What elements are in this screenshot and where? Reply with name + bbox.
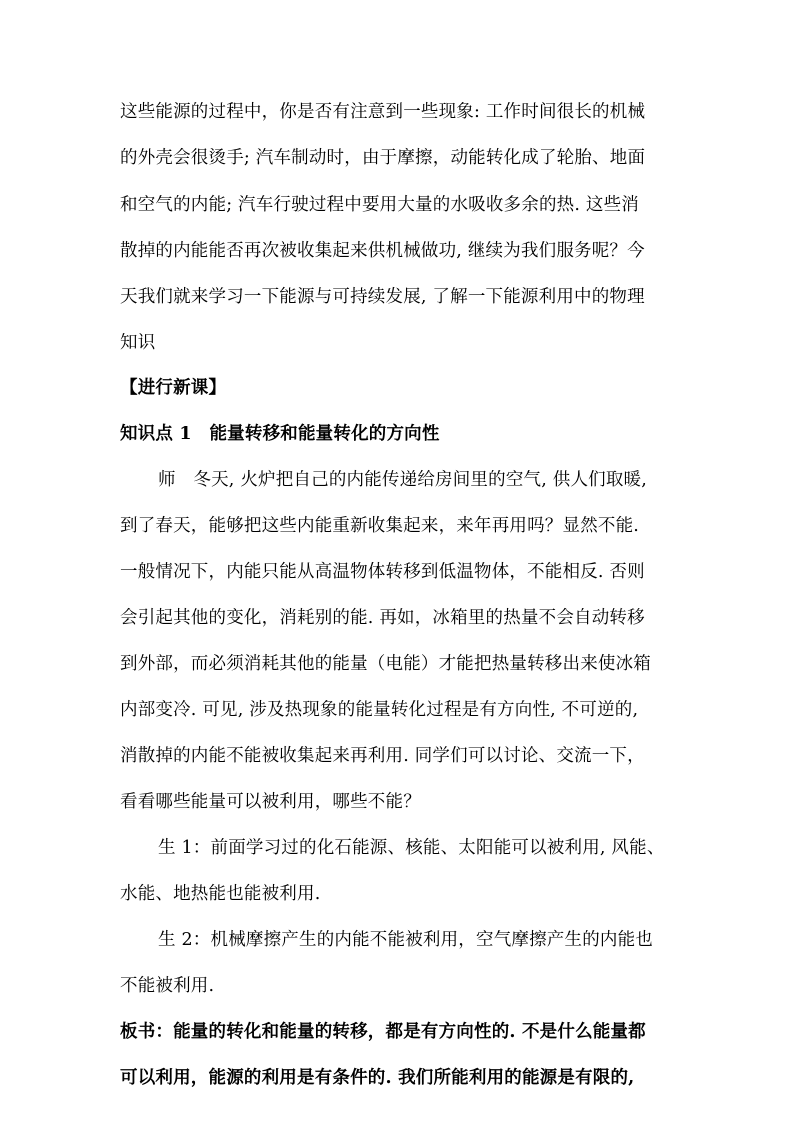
teacher-paragraph-line: 师 冬天, 火炉把自己的内能传递给房间里的空气, 供人们取暖, (158, 470, 648, 490)
knowledge-point-heading: 知识点 1 能量转移和能量转化的方向性 (120, 424, 440, 444)
paragraph-line: 知识 (120, 333, 156, 353)
paragraph-line: 内部变冷. 可见, 涉及热现象的能量转化过程是有方向性, 不可逆的, (120, 700, 639, 720)
paragraph-line: 这些能源的过程中，你是否有注意到一些现象: 工作时间很长的机械 (120, 102, 646, 122)
student-2-paragraph-line: 生 2：机械摩擦产生的内能不能被利用，空气摩擦产生的内能也 (158, 930, 653, 950)
paragraph-line: 水能、地热能也能被利用. (120, 884, 321, 904)
paragraph-line: 看看哪些能量可以被利用，哪些不能？ (120, 792, 421, 812)
paragraph-line: 天我们就来学习一下能源与可持续发展, 了解一下能源利用中的物理 (120, 287, 645, 307)
paragraph-line: 不能被利用. (120, 976, 215, 996)
paragraph-line: 到外部，而必须消耗其他的能量（电能）才能把热量转移出来使冰箱 (120, 654, 651, 674)
paragraph-line: 的外壳会很烫手; 汽车制动时，由于摩擦，动能转化成了轮胎、地面 (120, 148, 646, 168)
paragraph-line: 消散掉的内能不能被收集起来再利用. 同学们可以讨论、交流一下， (120, 746, 645, 766)
paragraph-line: 和空气的内能; 汽车行驶过程中要用大量的水吸收多余的热. 这些消 (120, 195, 639, 215)
section-heading: 【进行新课】 (120, 378, 227, 398)
paragraph-line: 一般情况下，内能只能从高温物体转移到低温物体，不能相反. 否则 (120, 562, 645, 582)
paragraph-line: 散掉的内能能否再次被收集起来供机械做功, 继续为我们服务呢？今 (120, 241, 645, 261)
student-1-paragraph-line: 生 1：前面学习过的化石能源、核能、太阳能可以被利用, 风能、 (158, 838, 665, 858)
board-note-line: 板书：能量的转化和能量的转移，都是有方向性的. 不是什么能量都 (120, 1022, 646, 1042)
paragraph-line: 会引起其他的变化，消耗别的能. 再如，冰箱里的热量不会自动转移 (120, 608, 645, 628)
board-note-line: 可以利用，能源的利用是有条件的. 我们所能利用的能源是有限的, (120, 1068, 635, 1088)
paragraph-line: 到了春天，能够把这些内能重新收集起来，来年再用吗？显然不能. (120, 516, 640, 536)
